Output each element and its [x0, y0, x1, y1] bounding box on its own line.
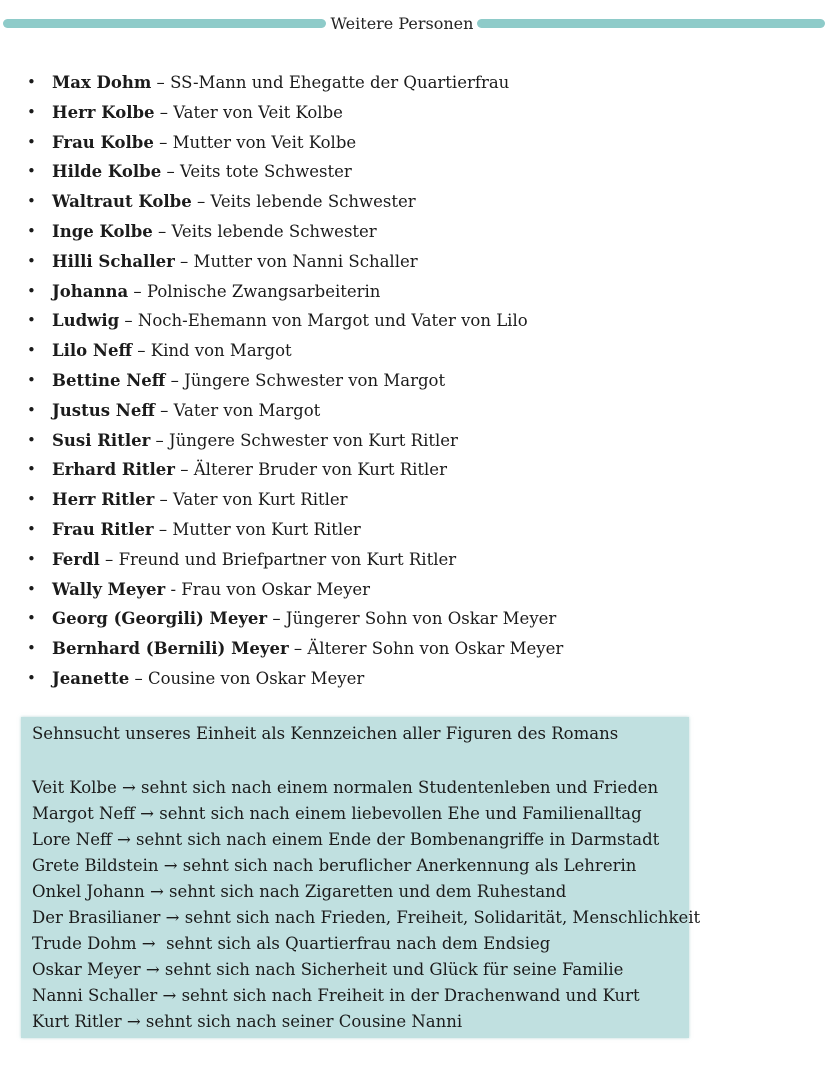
person-description: Jüngerer Sohn von Oskar Meyer: [285, 609, 557, 629]
person-description: Jüngere Schwester von Margot: [184, 370, 446, 390]
summary-line: Der Brasilianer → sehnt sich nach Frieden, Freiheit, Solidarität, Menschlichkeit: [32, 908, 701, 927]
section-heading: [0, 12, 828, 34]
person-name: Hilde Kolbe: [52, 162, 162, 182]
person-separator: -: [165, 579, 182, 599]
person-description: SS-Mann und Ehegatte der Quartierfrau: [170, 73, 510, 92]
person-description: Freund und Briefpartner von Kurt Ritler: [118, 549, 457, 569]
person-item: [0, 515, 800, 545]
person-description: Veits lebende Schwester: [171, 221, 377, 241]
person-separator: –: [153, 132, 173, 152]
summary-line: Oskar Meyer → sehnt sich nach Sicherheit und Glück für seine Familie: [32, 960, 624, 979]
person-item: [0, 98, 800, 128]
person-item: [0, 575, 800, 605]
summary-line: Onkel Johann → sehnt sich nach Zigaretten und dem Ruhestand: [32, 882, 567, 901]
person-item: [0, 306, 800, 336]
person-name: Ferdl: [52, 549, 100, 569]
bullet-icon: •: [27, 251, 36, 270]
person-separator: –: [165, 370, 185, 390]
bullet-icon: •: [27, 102, 36, 121]
person-separator: –: [119, 311, 138, 331]
person-name: Hilli Schaller: [52, 251, 175, 271]
person-description: Polnische Zwangsarbeiterin: [146, 281, 381, 301]
person-name: Frau Ritler: [52, 519, 154, 539]
person-item: [0, 545, 800, 575]
summary-lines: [32, 775, 700, 1035]
person-description: Kind von Margot: [150, 341, 292, 361]
person-name: Lilo Neff: [52, 341, 133, 361]
person-separator: –: [174, 251, 194, 271]
bullet-icon: •: [27, 549, 36, 568]
person-separator: –: [128, 281, 147, 301]
person-separator: –: [288, 639, 308, 659]
person-description: Älterer Sohn von Oskar Meyer: [307, 639, 564, 659]
person-item: [0, 247, 800, 277]
person-name: Bernhard (Bernili) Meyer: [52, 639, 289, 659]
bullet-icon: •: [27, 73, 36, 91]
persons-list: [0, 68, 800, 694]
person-name: Jeanette: [52, 668, 130, 688]
person-name: Herr Ritler: [52, 490, 155, 510]
bullet-icon: •: [27, 221, 36, 240]
summary-line: Veit Kolbe → sehnt sich nach einem normalen Studentenleben und Frieden: [32, 778, 659, 797]
person-name: Waltraut Kolbe: [52, 192, 192, 212]
bullet-icon: •: [27, 430, 36, 449]
person-description: Jüngere Schwester von Kurt Ritler: [169, 430, 458, 450]
heading-divider-right: [477, 19, 825, 28]
person-description: Mutter von Kurt Ritler: [172, 519, 361, 539]
bullet-icon: •: [27, 490, 36, 509]
person-name: Erhard Ritler: [52, 460, 175, 480]
person-separator: –: [151, 73, 171, 92]
person-name: Justus Neff: [52, 400, 155, 420]
summary-line: Margot Neff → sehnt sich nach einem liebevollen Ehe und Familienalltag: [32, 804, 642, 823]
bullet-icon: •: [27, 639, 36, 658]
person-item: [0, 426, 800, 456]
person-item: [0, 277, 800, 307]
summary-line: Trude Dohm → sehnt sich als Quartierfrau nach dem Endsieg: [32, 934, 551, 953]
summary-line: Grete Bildstein → sehnt sich nach beruflicher Anerkennung als Lehrerin: [32, 856, 637, 875]
person-name: Wally Meyer: [52, 579, 166, 599]
person-separator: –: [191, 192, 211, 212]
person-separator: –: [150, 430, 170, 450]
summary-intro: Sehnsucht unseres Einheit als Kennzeichen aller Figuren des Romans: [32, 724, 619, 743]
person-description: Vater von Margot: [173, 400, 321, 420]
bullet-icon: •: [27, 519, 36, 538]
person-item: [0, 336, 800, 366]
bullet-icon: •: [27, 668, 36, 687]
person-separator: –: [152, 221, 172, 241]
person-description: Noch-Ehemann von Margot und Vater von Lilo: [137, 311, 528, 331]
person-name: Herr Kolbe: [52, 102, 155, 122]
person-item: [0, 396, 800, 426]
person-item: [0, 455, 800, 485]
person-item: [0, 217, 800, 247]
person-description: Frau von Oskar Meyer: [181, 579, 371, 599]
person-separator: –: [129, 668, 148, 688]
person-item: [0, 485, 800, 515]
bullet-icon: •: [27, 400, 36, 419]
person-description: Älterer Bruder von Kurt Ritler: [193, 460, 447, 480]
person-item: [0, 68, 800, 98]
person-description: Vater von Kurt Ritler: [173, 490, 348, 510]
person-separator: –: [161, 162, 180, 182]
person-name: Frau Kolbe: [52, 132, 154, 152]
person-separator: –: [154, 490, 174, 510]
person-item: [0, 157, 800, 187]
person-description: Vater von Veit Kolbe: [173, 102, 343, 122]
bullet-icon: •: [27, 460, 36, 479]
person-separator: –: [175, 460, 194, 480]
person-name: Inge Kolbe: [52, 221, 153, 241]
bullet-icon: •: [27, 341, 36, 360]
person-item: [0, 366, 800, 396]
summary-line: Lore Neff → sehnt sich nach einem Ende der Bombenangriffe in Darmstadt: [32, 830, 660, 849]
person-name: Georg (Georgili) Meyer: [52, 609, 268, 629]
person-description: Veits tote Schwester: [179, 162, 352, 182]
person-separator: –: [132, 341, 151, 361]
person-description: Mutter von Veit Kolbe: [172, 132, 357, 152]
person-name: Susi Ritler: [52, 430, 151, 450]
bullet-icon: •: [27, 579, 36, 598]
person-name: Bettine Neff: [52, 370, 166, 390]
person-separator: –: [153, 519, 173, 539]
person-separator: –: [154, 102, 174, 122]
heading-divider-left: [3, 19, 326, 28]
person-item: [0, 187, 800, 217]
bullet-icon: •: [27, 311, 36, 330]
person-item: [0, 634, 800, 664]
bullet-icon: •: [27, 192, 36, 211]
section-title: Weitere Personen: [330, 13, 474, 33]
bullet-icon: •: [27, 370, 36, 389]
person-separator: –: [154, 400, 174, 420]
summary-line: Kurt Ritler → sehnt sich nach seiner Cousine Nanni: [32, 1012, 463, 1031]
bullet-icon: •: [27, 609, 36, 628]
bullet-icon: •: [27, 132, 36, 151]
person-description: Veits lebende Schwester: [210, 192, 416, 212]
person-item: [0, 128, 800, 158]
person-name: Johanna: [52, 281, 129, 301]
person-item: [0, 604, 800, 634]
bullet-icon: •: [27, 162, 36, 181]
person-separator: –: [267, 609, 286, 629]
person-item: [0, 664, 800, 694]
summary-line: Nanni Schaller → sehnt sich nach Freiheit in der Drachenwand und Kurt: [32, 986, 640, 1005]
person-name: Max Dohm: [52, 73, 152, 92]
person-description: Mutter von Nanni Schaller: [193, 251, 418, 271]
bullet-icon: •: [27, 281, 36, 300]
person-separator: –: [99, 549, 119, 569]
person-description: Cousine von Oskar Meyer: [147, 668, 365, 688]
longing-summary-box: [21, 717, 701, 1038]
person-name: Ludwig: [52, 311, 120, 331]
